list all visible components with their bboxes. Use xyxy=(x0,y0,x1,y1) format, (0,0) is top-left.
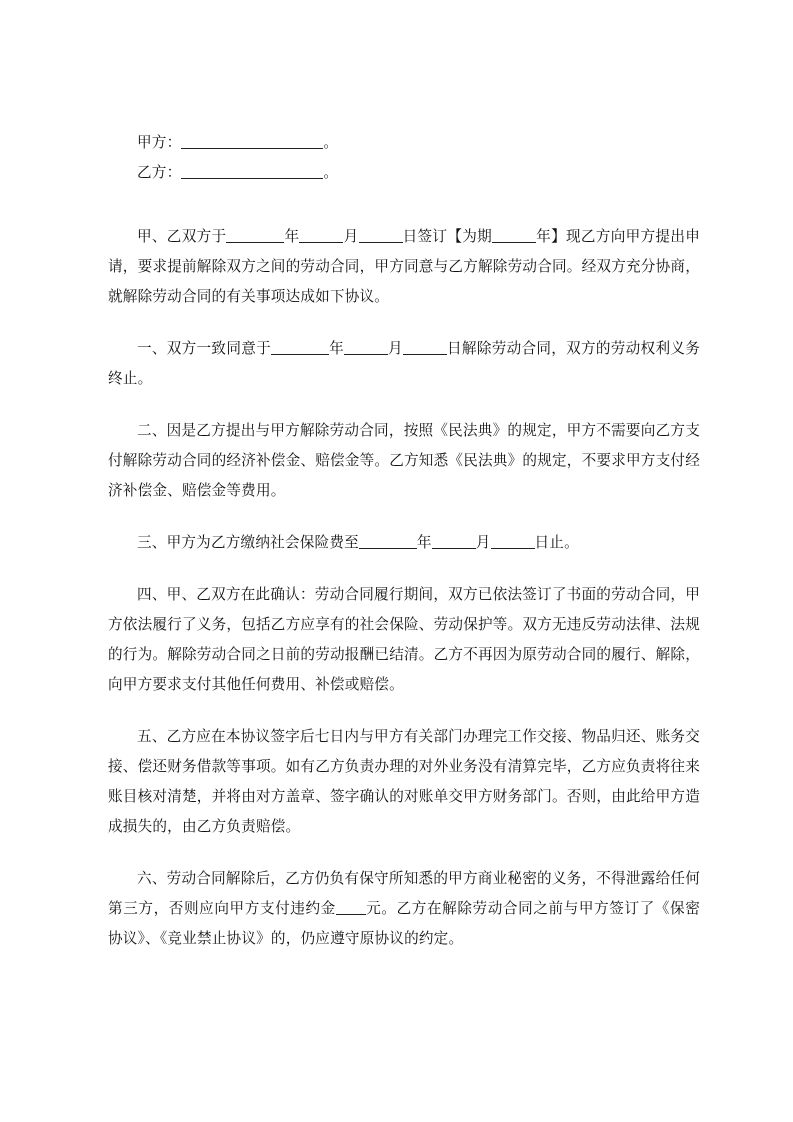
clause-6-text-1: 六、劳动合同解除后，乙方仍负有保守所知悉的甲方商业秘密的义务，不得泄露给任何第三方，否则应向甲方支付违约金 xyxy=(108,870,700,917)
intro-year-blank xyxy=(226,227,284,243)
party-a-end: 。 xyxy=(323,134,339,151)
clause-6-penalty-blank xyxy=(336,899,366,915)
clause-4: 四、甲、乙双方在此确认：劳动合同履行期间，双方已依法签订了书面的劳动合同，甲方依法履行了义务，包括乙方应享有的社会保险、劳动保护等。双方无违反劳动法律、法规的行为。解除劳动合同之日前的劳动报酬已结清。乙方不再因为原劳动合同的履行、解除，向甲方要求支付其他任何费用、补偿或赔偿。 xyxy=(108,586,700,693)
clause-3 xyxy=(108,528,700,558)
clause-3-day-blank xyxy=(491,533,535,549)
clause-3-text-2: 年 xyxy=(416,534,432,551)
intro-day-blank xyxy=(359,227,403,243)
clause-2: 二、因是乙方提出与甲方解除劳动合同，按照《民法典》的规定，甲方不需要向乙方支付解除劳动合同的经济补偿金、赔偿金等。乙方知悉《民法典》的规定，不要求甲方支付经济补偿金、赔偿金等费用。 xyxy=(108,422,700,499)
intro-month-blank xyxy=(299,227,343,243)
party-b-blank xyxy=(181,163,323,179)
intro-text-4: 日签订【为期 xyxy=(402,228,493,245)
clause-1-text-2: 年 xyxy=(328,340,344,357)
intro-paragraph xyxy=(108,222,700,312)
party-a-label: 甲方： xyxy=(137,134,182,151)
clause-6-text-2: 元。乙方在解除劳动合同之前与甲方签订了《保密协议》、《竞业禁止协议》的，仍应遵守原协议的约定。 xyxy=(108,900,700,947)
clause-3-year-blank xyxy=(359,533,417,549)
clause-5: 五、乙方应在本协议签字后七日内与甲方有关部门办理完工作交接、物品归还、账务交接、偿还财务借款等事项。如有乙方负责办理的对外业务没有清算完毕，乙方应负责将往来账目核对清楚，并将由对方盖章、签字确认的对账单交甲方财务部门。否则，由此给甲方造成损失的，由乙方负责赔偿。 xyxy=(108,728,700,835)
clause-1 xyxy=(108,334,700,394)
clause-3-text-4: 日止。 xyxy=(534,534,579,551)
clause-6 xyxy=(108,864,700,954)
party-a-blank xyxy=(181,133,323,149)
intro-text-1: 甲、乙双方于 xyxy=(137,228,227,245)
clause-1-text-1: 一、双方一致同意于 xyxy=(137,340,271,357)
intro-term-blank xyxy=(492,227,536,243)
clause-1-day-blank xyxy=(403,339,447,355)
clause-3-month-blank xyxy=(432,533,476,549)
intro-text-5: 年】现乙方向甲方提出申请，要求提前解除双方之间的劳动合同，甲方同意与乙方解除劳动合同。经双方充分协商，就解除劳动合同的有关事项达成如下协议。 xyxy=(108,228,701,305)
clause-1-month-blank xyxy=(344,339,388,355)
clause-3-text-3: 月 xyxy=(475,534,491,551)
intro-text-2: 年 xyxy=(284,228,300,245)
clause-1-year-blank xyxy=(271,339,329,355)
clause-1-text-4: 日解除劳动合同，双方的劳动权利义务终止。 xyxy=(108,340,701,387)
party-b-end: 。 xyxy=(323,164,339,181)
intro-text-3: 月 xyxy=(343,228,359,245)
clause-3-text-1: 三、甲方为乙方缴纳社会保险费至 xyxy=(137,534,359,551)
clause-1-text-3: 月 xyxy=(387,340,403,357)
party-b-line xyxy=(108,158,700,188)
agreement-body xyxy=(108,128,700,954)
party-b-label: 乙方： xyxy=(137,164,182,181)
party-a-line xyxy=(108,128,700,158)
